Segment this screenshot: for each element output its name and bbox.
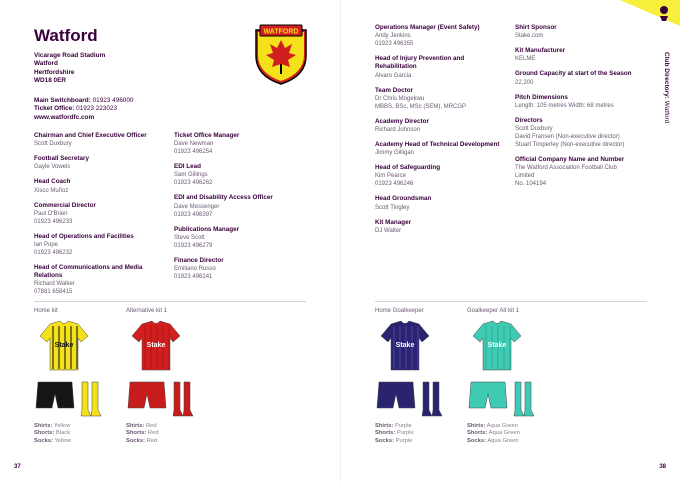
staff-column-3 xyxy=(375,24,505,242)
staff-name: Richard Walker xyxy=(34,281,75,288)
kit-goalkeeper-alt xyxy=(467,308,547,444)
kit-socks-label: Socks: xyxy=(126,437,146,444)
staff-phone: David Fransen (Non-executive director) xyxy=(515,134,620,141)
staff-role: Head of Operations and Facilities xyxy=(34,232,134,240)
kit-shirts-value: Yellow xyxy=(53,423,71,429)
staff-entry xyxy=(515,156,650,188)
kit-socks-value: Red xyxy=(146,437,158,444)
side-label-bold: Club Directory: xyxy=(663,52,670,99)
kit-shorts-value: Black xyxy=(55,430,71,437)
staff-entry xyxy=(375,195,505,211)
kit-title: Alternative kit 1 xyxy=(126,308,168,314)
kit-illustration xyxy=(375,320,445,420)
kit-shirts-value: Aqua Green xyxy=(486,423,518,429)
address-block xyxy=(34,52,105,86)
kit-description xyxy=(126,423,159,445)
staff-name: Sam Gillings xyxy=(174,172,208,179)
staff-name: Emiliano Russo xyxy=(174,266,216,273)
staff-phone[interactable]: 01923 496241 xyxy=(174,274,213,281)
staff-phone[interactable]: 01923 496232 xyxy=(34,250,73,257)
staff-name: Dr Chris Mogekwu xyxy=(375,95,425,102)
staff-name: Scott Tingley xyxy=(375,204,410,211)
staff-phone[interactable]: 01923 496355 xyxy=(375,41,414,48)
switchboard-number[interactable]: 01923 496000 xyxy=(92,97,134,104)
staff-role: Head of Communications and Media Relations xyxy=(34,264,143,280)
staff-entry xyxy=(34,202,169,226)
staff-name: Stake.com xyxy=(515,33,544,40)
staff-name: Jimmy Gilligan xyxy=(375,150,415,157)
staff-phone: MBBS, BSc, MSc (SEM), MRCGP xyxy=(375,103,467,110)
kit-shirts-label: Shirts: xyxy=(34,423,53,429)
staff-phone[interactable]: 01923 496233 xyxy=(34,218,73,225)
staff-role: Kit Manager xyxy=(375,218,412,226)
staff-name: Dave Newman xyxy=(174,141,214,148)
staff-phone[interactable]: 01923 496279 xyxy=(174,242,213,249)
staff-entry xyxy=(515,117,650,149)
kit-socks-value: Aqua Green xyxy=(487,437,519,444)
sock-shape xyxy=(91,382,101,416)
staff-role: Kit Manufacturer xyxy=(515,47,566,55)
staff-column-2 xyxy=(174,132,304,288)
address-line: Watford xyxy=(34,60,58,68)
staff-role: Operations Manager (Event Safety) xyxy=(375,24,480,31)
kit-illustration xyxy=(126,320,196,420)
club-info-column xyxy=(515,24,650,195)
kit-socks-value: Purple xyxy=(395,437,413,444)
shirt-stripe xyxy=(509,326,511,369)
divider xyxy=(34,301,306,302)
staff-entry xyxy=(34,264,169,296)
staff-name: Dave Messenger xyxy=(174,203,220,210)
premier-league-corner-icon xyxy=(600,0,680,26)
staff-name: Length: 105 metres Width: 68 metres xyxy=(515,102,614,109)
sock-shape xyxy=(173,382,183,416)
staff-entry xyxy=(174,163,304,187)
kit-title: Home Goalkeeper xyxy=(375,308,424,314)
staff-role: Directors xyxy=(515,116,543,124)
staff-name: Ian Pope xyxy=(34,242,59,249)
kit-illustration xyxy=(34,320,104,420)
staff-name: Scott Duxbury xyxy=(515,126,553,133)
side-label-club: Watford xyxy=(663,100,670,124)
staff-entry xyxy=(515,70,650,86)
staff-entry xyxy=(174,257,304,281)
ticket-number[interactable]: 01923 223023 xyxy=(76,105,118,113)
kit-title: Goalkeeper Alt kit 1 xyxy=(467,308,520,314)
staff-phone[interactable]: 01923 496246 xyxy=(375,181,414,188)
staff-entry xyxy=(515,24,650,40)
kit-shirts-value: Red xyxy=(145,423,157,429)
kit-socks-value: Yellow xyxy=(54,437,72,444)
staff-extra: No. 104194 xyxy=(515,181,547,188)
staff-role: Commercial Director xyxy=(34,201,96,209)
address-line: Hertfordshire xyxy=(34,68,75,76)
staff-role: Finance Director xyxy=(174,256,224,264)
sock-shape xyxy=(524,382,534,416)
kit-shirts-label: Shirts: xyxy=(126,423,145,429)
kit-shorts-value: Purple xyxy=(396,430,414,437)
sponsor-logo: Stake xyxy=(54,342,74,349)
staff-entry xyxy=(174,194,304,218)
staff-entry xyxy=(34,155,169,171)
staff-entry xyxy=(375,141,505,157)
kit-shorts-label: Shorts: xyxy=(375,430,396,437)
staff-role: Ticket Office Manager xyxy=(174,132,240,139)
staff-entry xyxy=(375,24,505,48)
shorts-shape xyxy=(128,382,166,408)
staff-entry xyxy=(375,118,505,134)
staff-name: Richard Johnson xyxy=(375,127,421,134)
kit-socks-label: Socks: xyxy=(34,437,54,444)
staff-role: Head of Safeguarding xyxy=(375,164,441,172)
shirt-stripe xyxy=(76,326,78,369)
kit-home-goalkeeper xyxy=(375,308,455,444)
staff-name: DJ Walter xyxy=(375,227,402,234)
staff-entry xyxy=(515,94,650,110)
staff-role: EDI and Disability Access Officer xyxy=(174,194,273,202)
staff-entry xyxy=(375,219,505,235)
staff-name: Steve Scott xyxy=(174,234,205,241)
switchboard-label: Main Switchboard: xyxy=(34,97,91,104)
kit-socks-label: Socks: xyxy=(467,437,487,444)
staff-role: Chairman and Chief Executive Officer xyxy=(34,132,147,139)
sponsor-logo: Stake xyxy=(487,342,507,349)
staff-role: Head Coach xyxy=(34,178,71,186)
staff-role: Head of Injury Prevention and Rehabilitation xyxy=(375,55,465,71)
staff-name: The Watford Association Football Club xyxy=(515,165,617,172)
staff-entry xyxy=(174,132,304,156)
kit-description xyxy=(34,423,71,445)
kit-shirts-label: Shirts: xyxy=(375,423,394,429)
staff-entry xyxy=(515,47,650,63)
address-line: Vicarage Road Stadium xyxy=(34,52,106,59)
staff-phone: Limited xyxy=(515,173,535,180)
shorts-shape xyxy=(36,382,74,408)
contact-block xyxy=(34,97,133,122)
staff-name: Andy Jenkins xyxy=(375,33,411,40)
club-title: Watford xyxy=(34,26,98,45)
kit-socks-label: Socks: xyxy=(375,437,395,444)
staff-entry xyxy=(375,164,505,188)
kit-description xyxy=(467,423,520,445)
kit-home xyxy=(34,308,114,444)
staff-name: Scott Duxbury xyxy=(34,141,72,148)
staff-column-1 xyxy=(34,132,169,303)
kit-shorts-label: Shorts: xyxy=(34,430,55,437)
staff-entry xyxy=(34,233,169,257)
sponsor-logo: Stake xyxy=(395,342,415,349)
staff-name: Alvaro Garcia xyxy=(375,72,412,79)
side-label xyxy=(663,52,670,123)
staff-phone[interactable]: 01923 496397 xyxy=(174,211,213,218)
staff-phone[interactable]: 07881 658415 xyxy=(34,289,73,296)
crest-text: WATFORD xyxy=(263,28,299,36)
staff-role: Head Groundsman xyxy=(375,195,432,203)
website-link[interactable]: www.watfordfc.com xyxy=(34,113,95,121)
staff-entry xyxy=(174,226,304,250)
sock-shape xyxy=(432,382,442,416)
sock-shape xyxy=(514,382,524,416)
shirt-stripe xyxy=(417,326,419,369)
page-number-right: 38 xyxy=(659,464,666,470)
staff-phone[interactable]: 01923 496254 xyxy=(174,149,213,156)
sock-shape xyxy=(422,382,432,416)
staff-entry xyxy=(34,178,169,194)
sock-shape xyxy=(81,382,91,416)
staff-name: KELME xyxy=(515,56,536,63)
club-crest-icon xyxy=(254,22,308,86)
staff-entry xyxy=(375,87,505,111)
kit-shirts-value: Purple xyxy=(394,423,412,429)
staff-name: Kim Pearce xyxy=(375,173,407,180)
staff-name: Xisco Muñoz xyxy=(34,187,69,194)
staff-role: Academy Head of Technical Development xyxy=(375,141,500,149)
sock-shape xyxy=(183,382,193,416)
divider xyxy=(375,301,647,302)
staff-role: EDI Lead xyxy=(174,163,201,171)
staff-role: Pitch Dimensions xyxy=(515,93,568,101)
page-number-left: 37 xyxy=(14,464,21,470)
staff-name: Paul O'Brien xyxy=(34,210,68,217)
staff-phone[interactable]: 01923 496262 xyxy=(174,180,213,187)
ticket-label: Ticket Office: xyxy=(34,105,75,113)
kit-shorts-label: Shorts: xyxy=(126,430,147,437)
kit-illustration xyxy=(467,320,537,420)
staff-entry xyxy=(34,132,169,148)
kit-shorts-value: Aqua Green xyxy=(488,430,520,437)
staff-role: Ground Capacity at start of the Season xyxy=(515,70,632,78)
staff-name: Gayle Vowels xyxy=(34,164,71,171)
kit-shorts-label: Shorts: xyxy=(467,430,488,437)
kit-shirts-label: Shirts: xyxy=(467,423,486,429)
staff-role: Team Doctor xyxy=(375,86,414,94)
address-line: WD18 0ER xyxy=(34,77,66,85)
staff-role: Official Company Name and Number xyxy=(515,156,625,164)
staff-role: Shirt Sponsor xyxy=(515,24,557,31)
staff-extra: Stuart Timperley (Non-executive director) xyxy=(515,142,625,149)
kit-alternative xyxy=(126,308,206,444)
kit-shorts-value: Red xyxy=(147,430,159,437)
staff-role: Academy Director xyxy=(375,117,429,125)
kit-description xyxy=(375,423,414,445)
staff-name: 22,200 xyxy=(515,79,534,86)
sponsor-logo: Stake xyxy=(146,342,166,349)
staff-role: Football Secretary xyxy=(34,155,89,163)
shorts-shape xyxy=(377,382,415,408)
shorts-shape xyxy=(469,382,507,408)
right-page xyxy=(340,0,680,482)
staff-role: Publications Manager xyxy=(174,225,240,233)
shirt-stripe xyxy=(168,326,170,369)
staff-entry xyxy=(375,55,505,79)
kit-title: Home kit xyxy=(34,308,58,314)
